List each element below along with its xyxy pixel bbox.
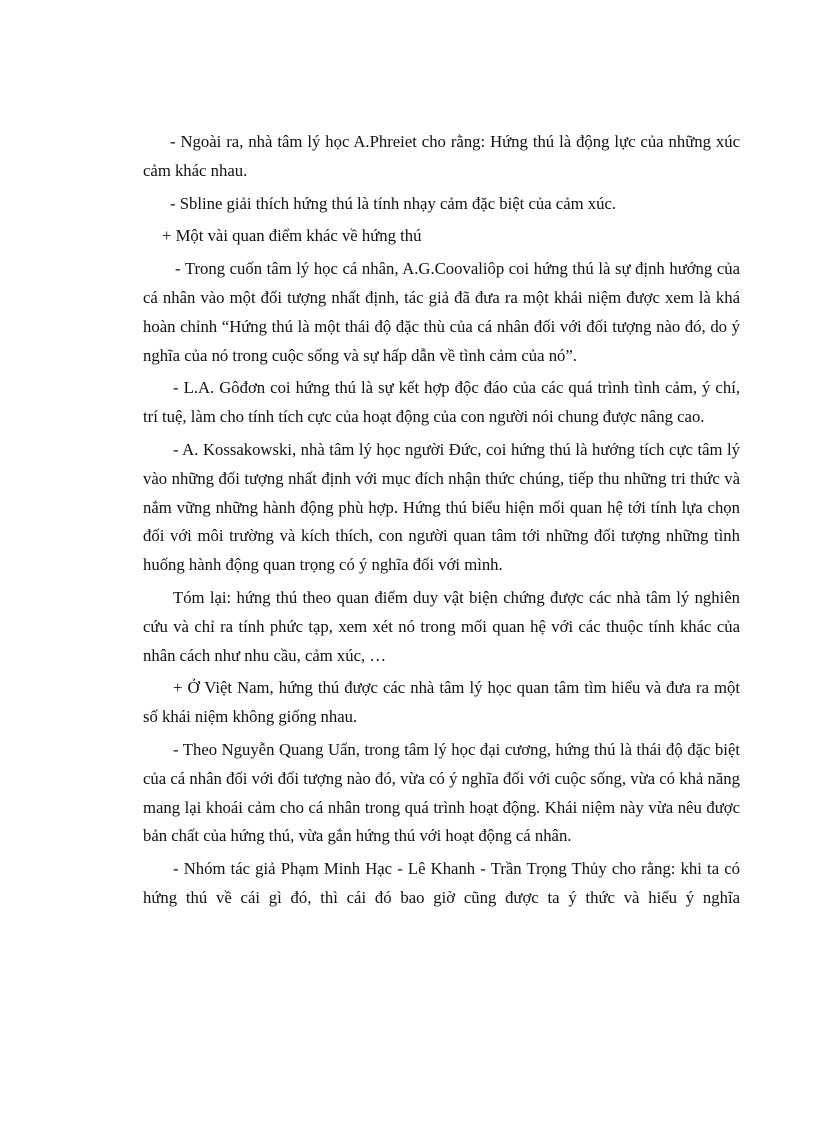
paragraph-sbline: - Sbline giải thích hứng thú là tính nhạy cảm đặc biệt của cảm xúc. xyxy=(170,193,617,213)
paragraph-kossakowski: - A. Kossakowski, nhà tâm lý học người Đức, coi hứng thú là hướng tích cực tâm lý vào những đối tượng nhất định với mục đích nhận thức chúng, tiếp thu những tri thức và nắm vững những hành động phù hợp. Hứng thú biểu hiện mối quan hệ tới tính lựa chọn đối với môi trường và kích thích, con người quan tâm tới những đối tượng những tình huống hành động quan trọng có ý nghĩa đối với mình. xyxy=(143,439,740,575)
paragraph-summary: Tóm lại: hứng thú theo quan điểm duy vật biện chứng được các nhà tâm lý nghiên cứu và chỉ ra tính phức tạp, xem xét nó trong mối quan hệ với các thuộc tính khác của nhân cách như nhu cầu, cảm xúc, … xyxy=(143,587,740,665)
paragraph-phreiet: - Ngoài ra, nhà tâm lý học A.Phreiet cho rằng: Hứng thú là động lực của những xúc cảm khác nhau. xyxy=(143,132,740,180)
paragraph-heading-other-views: + Một vài quan điểm khác về hứng thú xyxy=(162,226,422,246)
paragraph-godon: - L.A. Gôđơn coi hứng thú là sự kết hợp độc đáo của các quá trình tình cảm, ý chí, trí tuệ, làm cho tính tích cực của hoạt động của con người nói chung được nâng cao. xyxy=(143,378,740,427)
paragraph-vietnam: + Ở Việt Nam, hứng thú được các nhà tâm lý học quan tâm tìm hiểu và đưa ra một số khái niệm không giống nhau. xyxy=(143,678,740,727)
paragraph-coovaliop: - Trong cuốn tâm lý học cá nhân, A.G.Coovaliôp coi hứng thú là sự định hướng của cá nhân vào một đối tượng nhất định, tác giả đã đưa ra một khái niệm được xem là khá hoàn chỉnh “Hứng thú là một thái độ đặc thù của cá nhân đối với đối tượng nào đó, do ý nghĩa của nó trong cuộc sống và sự hấp dẫn về tình cảm của nó”. xyxy=(143,259,740,365)
paragraph-pham-minh-hac: - Nhóm tác giả Phạm Minh Hạc - Lê Khanh - Trần Trọng Thủy cho rằng: khi ta có hứng thú về cái gì đó, thì cái đó bao giờ cũng được ta ý thức và hiểu ý nghĩa xyxy=(143,859,740,907)
document-page xyxy=(143,128,740,917)
paragraph-nguyen-quang-uan: - Theo Nguyễn Quang Uẩn, trong tâm lý học đại cương, hứng thú là thái độ đặc biệt của cá nhân đối với đối tượng nào đó, vừa có ý nghĩa đối với cuộc sống, vừa có khả năng mang lại khoái cảm cho cá nhân trong quá trình hoạt động. Khái niệm này vừa nêu được bản chất của hứng thú, vừa gắn hứng thú với hoạt động cá nhân. xyxy=(143,739,740,846)
